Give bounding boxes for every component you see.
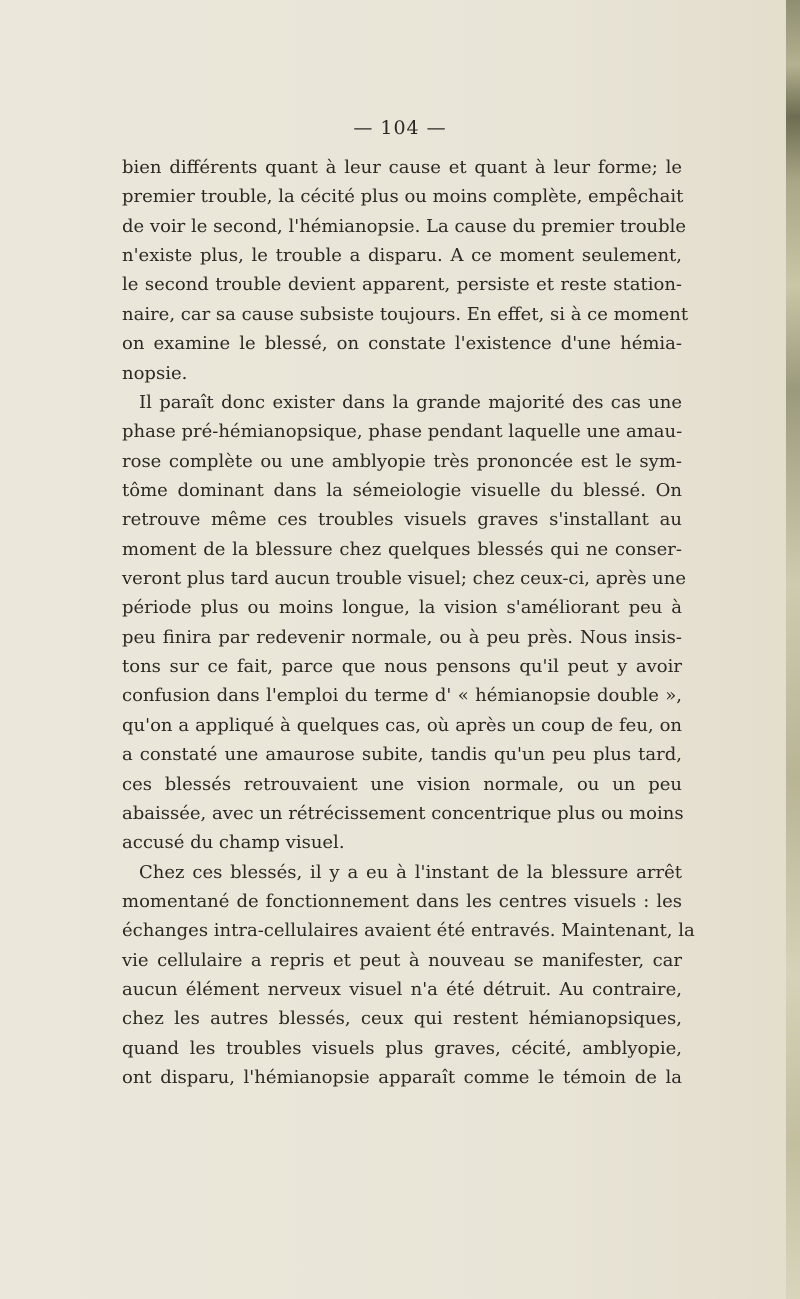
text-line: échanges intra-cellulaires avaient été entravés. Maintenant, la bbox=[122, 920, 695, 942]
text-line: nopsie. bbox=[122, 362, 188, 384]
text-line: peu finira par redevenir normale, ou à peu près. Nous insis- bbox=[122, 626, 682, 648]
text-line: accusé du champ visuel. bbox=[122, 832, 345, 854]
text-line: ces blessés retrouvaient une vision normale, ou un peu bbox=[122, 773, 682, 795]
text-line: quand les troubles visuels plus graves, cécité, amblyopie, bbox=[122, 1037, 682, 1059]
text-line: le second trouble devient apparent, persiste et reste station- bbox=[122, 274, 682, 296]
text-line: a constaté une amaurose subite, tandis qu'un peu plus tard, bbox=[122, 744, 682, 766]
text-line: n'existe plus, le trouble a disparu. A ce moment seulement, bbox=[122, 245, 682, 267]
text-line: bien différents quant à leur cause et quant à leur forme; le bbox=[122, 157, 682, 178]
text-line: moment de la blessure chez quelques blessés qui ne conser- bbox=[122, 538, 682, 560]
text-line: qu'on a appliqué à quelques cas, où après un coup de feu, on bbox=[122, 714, 682, 736]
text-line: confusion dans l'emploi du terme d' « hémianopsie double », bbox=[122, 685, 682, 707]
text-line: Chez ces blessés, il y a eu à l'instant de la blessure arrêt bbox=[139, 861, 682, 883]
text-line: tons sur ce fait, parce que nous pensons qu'il peut y avoir bbox=[122, 656, 682, 678]
text-line: phase pré-hémianopsique, phase pendant laquelle une amau- bbox=[122, 421, 683, 443]
text-line: ont disparu, l'hémianopsie apparaît comme le témoin de la bbox=[122, 1067, 682, 1089]
text-line: de voir le second, l'hémianopsie. La cause du premier trouble bbox=[122, 215, 687, 237]
text-line: aucun élément nerveux visuel n'a été détruit. Au contraire, bbox=[122, 979, 682, 1001]
text-line: naire, car sa cause subsiste toujours. En effet, si à ce moment bbox=[122, 303, 689, 325]
text-line: on examine le blessé, on constate l'existence d'une hémia- bbox=[122, 333, 682, 355]
text-line: chez les autres blessés, ceux qui restent hémianopsiques, bbox=[122, 1008, 682, 1030]
page-edge bbox=[786, 0, 800, 1299]
text-line: Il paraît donc exister dans la grande majorité des cas une bbox=[139, 391, 682, 413]
text-line: momentané de fonctionnement dans les centres visuels : les bbox=[122, 890, 682, 912]
body-text bbox=[122, 153, 695, 1093]
text-line: tôme dominant dans la sémeiologie visuelle du blessé. On bbox=[122, 479, 682, 501]
text-line: rose complète ou une amblyopie très prononcée est le sym- bbox=[122, 450, 682, 472]
text-line: premier trouble, la cécité plus ou moins complète, empêchait bbox=[122, 186, 684, 208]
page-number: — 104 — bbox=[353, 117, 447, 139]
text-line: vie cellulaire a repris et peut à nouveau se manifester, car bbox=[122, 949, 682, 971]
text-line: période plus ou moins longue, la vision s'améliorant peu à bbox=[122, 597, 682, 619]
text-line: abaissée, avec un rétrécissement concentrique plus ou moins bbox=[122, 802, 684, 824]
text-line: veront plus tard aucun trouble visuel; chez ceux-ci, après une bbox=[122, 568, 687, 590]
text-line: retrouve même ces troubles visuels graves s'installant au bbox=[122, 509, 682, 531]
